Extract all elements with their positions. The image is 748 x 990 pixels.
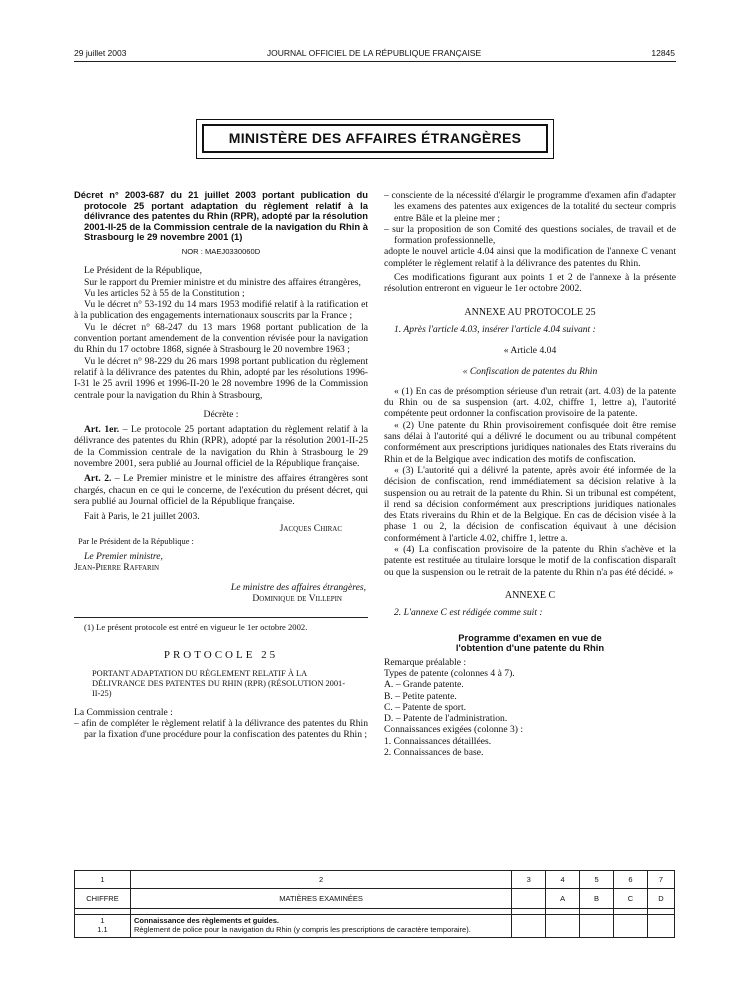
col-header-chiffre: CHIFFRE <box>75 889 131 909</box>
article-1 <box>74 424 368 469</box>
exam-subjects-table <box>74 870 675 938</box>
col-header-matieres: MATIÈRES EXAMINÉES <box>130 889 511 909</box>
remarque-prealable: Remarque préalable : <box>384 656 467 668</box>
confiscation-para-2: « (2) Une patente du Rhin provisoirement confisquée doit être remise sans délai à l'autorité qui a délivré le document ou au tribunal compétent conformément aux prescriptions juridiques nationales des Etats riverains du Rhin et de la Belgique avec indication des motifs de confiscation. <box>384 419 676 465</box>
decrete-heading: Décrète : <box>203 408 239 420</box>
header-journal-title: JOURNAL OFFICIEL DE LA RÉPUBLIQUE FRANÇAISE <box>266 48 482 58</box>
col-number: 4 <box>546 871 580 889</box>
adopte-paragraph: adopte le nouvel article 4.04 ainsi que la modification de l'annexe C venant compléter le règlement relatif à la délivrance des patentes du Rhin. <box>384 246 676 269</box>
article-1-label: Art. 1er. <box>84 424 120 436</box>
vu-decret-1998: Vu le décret n° 98-229 du 26 mars 1998 portant publication du règlement relatif à la délivrance des patentes du Rhin, adopté par les résolutions 1996-I-31 le 25 avril 1996 et 1996-II-20 le 28 novembre 1996 de la Commission centrale pour la navigation du Rhin à Strasbourg, <box>74 355 368 401</box>
header-date: 29 juillet 2003 <box>74 48 127 58</box>
col-number: 6 <box>614 871 648 889</box>
col-number: 5 <box>580 871 614 889</box>
rapport-line: Sur le rapport du Premier ministre et du ministre des affaires étrangères, <box>84 276 361 288</box>
article-2-text: – Le Premier ministre et le ministre des affaires étrangères sont chargés, chacun en ce qui le concerne, de l'exécution du présent décret, qui sera publié au Journal officiel de la République française. <box>74 473 369 507</box>
point-1-instruction: 1. Après l'article 4.03, insérer l'article 4.04 suivant : <box>394 323 596 335</box>
signature-chirac: Jacques Chirac <box>279 522 342 534</box>
col-header-c: C <box>614 889 648 909</box>
col-header-a: A <box>546 889 580 909</box>
protocole-subtitle: PORTANT ADAPTATION DU RÈGLEMENT RELATIF À LA DÉLIVRANCE DES PATENTES DU RHIN (RPR) (RÉSOLUTION 2001-II-25) <box>92 668 346 698</box>
footnote-rule <box>74 617 368 618</box>
modifications-paragraph: Ces modifications figurant aux points 1 et 2 de l'annexe à la présente résolution entreront en vigueur le 1er octobre 2002. <box>384 272 676 295</box>
table-header-numbers <box>75 871 675 889</box>
protocole-heading: PROTOCOLE 25 <box>163 648 279 661</box>
col-number: 3 <box>512 871 546 889</box>
annexe-protocole-heading: ANNEXE AU PROTOCOLE 25 <box>464 306 596 318</box>
article-2 <box>74 473 368 507</box>
knowledge-level-1: 1. Connaissances détaillées. <box>384 735 492 747</box>
col-number: 7 <box>647 871 674 889</box>
type-c: C. – Patente de sport. <box>384 701 467 713</box>
table-row <box>75 925 675 938</box>
row-text: Règlement de police pour la navigation du Rhin (y compris les prescriptions de caractère temporaire). <box>130 925 511 938</box>
row-text: Connaissance des règlements et guides. <box>130 915 511 926</box>
connaissances-exigees: Connaissances exigées (colonne 3) : <box>384 724 524 736</box>
premier-ministre-name: Jean-Pierre Raffarin <box>74 562 160 574</box>
vu-decret-1968: Vu le décret n° 68-247 du 13 mars 1968 portant publication de la convention portant amendement de la convention révisée pour la navigation du Rhin du 17 octobre 1868, signée à Strasbourg le 20 novembre 1963 ; <box>74 321 368 356</box>
article-404-heading: « Article 4.04 <box>503 345 557 357</box>
type-b: B. – Petite patente. <box>384 690 457 702</box>
footnote: (1) Le présent protocole est entré en vigueur le 1er octobre 2002. <box>84 622 308 633</box>
article-2-label: Art. 2. <box>84 473 112 485</box>
col-header-knowledge <box>512 889 546 909</box>
types-de-patente: Types de patente (colonnes 4 à 7). <box>384 667 515 679</box>
bullet-consciente: – consciente de la nécessité d'élargir le programme d'examen afin d'adapter les examens des patentes aux exigences de la totalité du secteur compris entre Bâle et la pleine mer ; <box>384 190 676 224</box>
bullet-completer: – afin de compléter le règlement relatif à la délivrance des patentes du Rhin par la fixation d'une procédure pour la confiscation des patentes du Rhin ; <box>74 718 368 741</box>
commission-line: La Commission centrale : <box>74 706 173 718</box>
president-line: Le Président de la République, <box>84 265 203 277</box>
mae-name: Dominique de Villepin <box>252 592 342 604</box>
type-a: A. – Grande patente. <box>384 679 464 691</box>
table-header-labels <box>75 889 675 909</box>
mae-title: Le ministre des affaires étrangères, <box>230 581 366 593</box>
point-2-instruction: 2. L'annexe C est rédigée comme suit : <box>394 607 543 619</box>
col-header-d: D <box>647 889 674 909</box>
annexe-c-heading: ANNEXE C <box>504 589 556 601</box>
col-number: 2 <box>130 871 511 889</box>
right-column <box>384 190 676 758</box>
col-number: 1 <box>75 871 131 889</box>
header-page-number: 12845 <box>651 48 675 58</box>
ministry-heading: MINISTÈRE DES AFFAIRES ÉTRANGÈRES <box>202 124 548 153</box>
confiscation-para-1: « (1) En cas de présomption sérieuse d'un retrait (art. 4.03) de la patente du Rhin ou de sa suspension (art. 4.02, chiffre 1, lettre a), l'autorité compétente peut ordonner la confiscation provisoire de la patente. <box>384 385 676 420</box>
par-le-president: Par le Président de la République : <box>78 536 194 546</box>
fait-a-paris: Fait à Paris, le 21 juillet 2003. <box>84 511 200 523</box>
article-1-text: – Le protocole 25 portant adaptation du règlement relatif à la délivrance des patentes du Rhin (RPR), adopté par la résolution 2001-II-25 de la Commission centrale de la navigation du Rhin à Strasbourg le 29 novembre 2001, sera publié au Journal officiel de la République française. <box>74 424 368 470</box>
row-number: 1.1 <box>75 925 131 938</box>
decree-title: Décret n° 2003-687 du 21 juillet 2003 portant publication du protocole 25 portant adaptation du règlement relatif à la délivrance des patentes du Rhin (RPR), adopté par la résolution 2001-II-25 de la Commission centrale de la navigation du Rhin à Strasbourg le 29 novembre 2001 (1) <box>74 189 368 243</box>
confiscation-heading: « Confiscation de patentes du Rhin <box>462 365 598 377</box>
vu-decret-1953: Vu le décret n° 53-192 du 14 mars 1953 modifié relatif à la ratification et à la publication des engagements internationaux souscrits par la France ; <box>74 299 368 322</box>
nor-reference: NOR : MAEJ0330060D <box>181 246 261 256</box>
vu-constitution: Vu les articles 52 à 55 de la Constitution ; <box>84 287 245 299</box>
type-d: D. – Patente de l'administration. <box>384 713 508 725</box>
bullet-proposition: – sur la proposition de son Comité des questions sociales, de travail et de formation professionnelle, <box>384 223 676 247</box>
header-rule <box>74 61 676 62</box>
programme-heading: Programme d'examen en vue de l'obtention d'une patente du Rhin <box>455 631 605 654</box>
knowledge-level-2: 2. Connaissances de base. <box>384 747 484 759</box>
left-column <box>74 190 368 741</box>
row-number: 1 <box>75 915 131 926</box>
confiscation-para-4: « (4) La confiscation provisoire de la patente du Rhin s'achève et la patente est restituée au titulaire lorsque le motif de la confiscation disparaît ou que la suspension ou le retrait de la patente du Rhin n'a pas été décidé. » <box>384 544 676 578</box>
table-row <box>75 915 675 926</box>
col-header-b: B <box>580 889 614 909</box>
confiscation-para-3: « (3) L'autorité qui a délivré la patente, après avoir été informée de la décision de confiscation, rend immédiatement sa décision relative à la suspension ou au retrait de la patente du Rhin. Si un tribunal est compétent, il rend sa décision conformément aux prescriptions juridiques nationales des Etats riverains du Rhin et de la Belgique. En cas de décision visée à la phase 1 ou 2, la décision de confiscation équivaut à une décision conformément à l'article 4.02, chiffre 1, lettre a. <box>384 464 676 544</box>
premier-ministre-title: Le Premier ministre, <box>84 551 163 563</box>
